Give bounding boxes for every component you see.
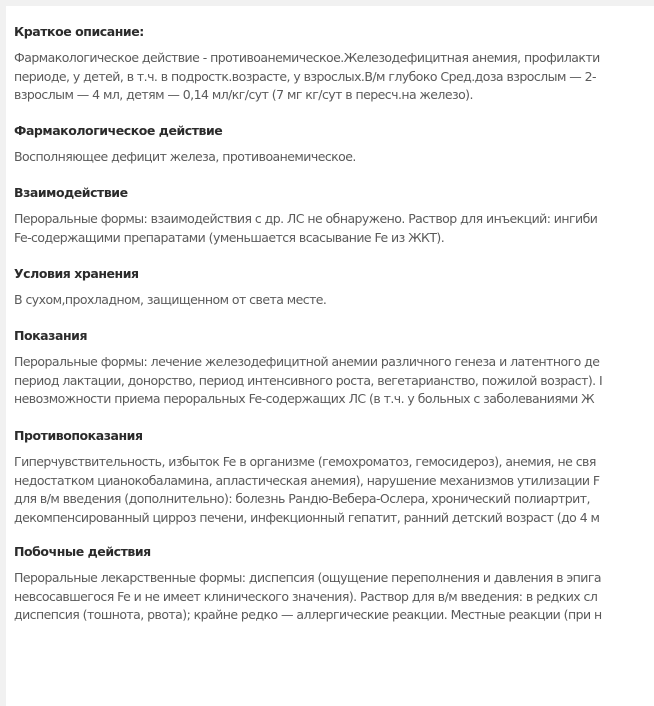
section-pharmacological-action: [14, 123, 356, 167]
text-line: Восполняющее дефицит железа, противоанемическое.: [14, 149, 356, 164]
text-line: Пероральные формы: взаимодействия с др. ЛС не обнаружено. Раствор для инъекций: ингиби: [14, 211, 598, 226]
section-title: Краткое описание:: [14, 24, 144, 39]
section-storage-conditions: [14, 266, 326, 310]
text-line: Пероральные лекарственные формы: диспепсия (ощущение переполнения и давления в эпига: [14, 570, 601, 585]
text-line: Fe-содержащими препаратами (уменьшается всасывание Fe из ЖКТ).: [14, 229, 445, 245]
section-title: Побочные действия: [14, 544, 151, 559]
section-body: [14, 569, 602, 625]
section-side-effects: [14, 544, 602, 625]
text-line: период лактации, донорство, период интенсивного роста, вегетарианство, пожилой возраст). I: [14, 372, 603, 388]
text-line: диспепсия (тошнота, рвота); крайне редко — аллергические реакции. Местные реакции (при н: [14, 607, 602, 622]
section-title: Взаимодействие: [14, 185, 128, 200]
section-contraindications: [14, 428, 600, 527]
section-indications: [14, 328, 602, 409]
text-line: невозможности приема пероральных Fe-содержащих ЛС (в т.ч. у больных с заболеваниями Ж: [14, 391, 595, 406]
text-line: Гиперчувствительность, избыток Fe в организме (гемохроматоз, гемосидероз), анемия, не свя: [14, 454, 596, 469]
section-body: [14, 148, 356, 167]
text-line: Пероральные формы: лечение железодефицитной анемии различного генеза и латентного де: [14, 354, 600, 369]
section-title: Условия хранения: [14, 266, 139, 281]
section-title: Противопоказания: [14, 428, 143, 443]
text-line: для в/м введения (дополнительно): болезнь Рандю-Вебера-Ослера, хронический полиартрит,: [14, 491, 590, 506]
section-body: [14, 210, 597, 247]
text-line: невсосавшегося Fe и не имеет клинического значения). Раствор для в/м введения: в редких сл: [14, 588, 598, 604]
section-title: Фармакологическое действие: [14, 123, 223, 138]
section-body: [14, 49, 600, 105]
text-line: периоде, у детей, в т.ч. в подростк.возрасте, у взрослых.В/м глубоко Сред.доза взрослым — 2-: [14, 68, 596, 84]
text-line: декомпенсированный цирроз печени, инфекционный гепатит, ранний детский возраст (до 4 м: [14, 509, 600, 525]
section-body: [14, 291, 326, 310]
section-interactions: [14, 185, 597, 247]
text-line: Фармакологическое действие - противоанемическое.Железодефицитная анемия, профилакти: [14, 50, 600, 65]
text-line: В сухом,прохладном, защищенном от света месте.: [14, 292, 327, 307]
section-short-description: [14, 24, 600, 105]
section-body: [14, 453, 600, 527]
text-line: взрослым — 4 мл, детям — 0,14 мл/кг/сут (7 мг кг/сут в пересч.на железо).: [14, 87, 473, 102]
section-title: Показания: [14, 328, 88, 343]
section-body: [14, 353, 602, 409]
content-panel: [6, 6, 654, 706]
text-line: недостатком цианокобаламина, апластическая анемия), нарушение механизмов утилизации F: [14, 472, 600, 488]
